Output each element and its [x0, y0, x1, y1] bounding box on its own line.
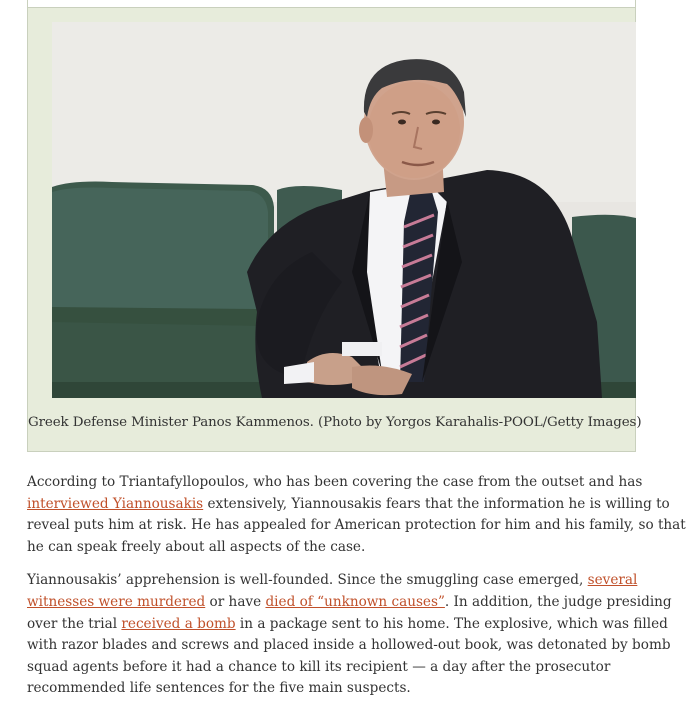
p1-line-2-rest: extensively, Yiannousakis fears that the information he is willing to [203, 495, 670, 512]
p2-line-2-rest: . In addition, the judge presiding [444, 593, 672, 610]
link-received-a-bomb[interactable]: received a bomb [121, 615, 236, 632]
link-died-of-unknown-causes[interactable]: died of “unknown causes” [265, 593, 445, 610]
article-body [27, 472, 686, 712]
paragraph-1 [27, 472, 686, 558]
link-interviewed-yiannousakis[interactable]: interviewed Yiannousakis [27, 495, 204, 512]
p2-line-1-text: Yiannousakis’ apprehension is well-founded. Since the smuggling case emerged, [27, 572, 588, 589]
p2-line-5: squad agents before it had a chance to kill its recipient — a day after the prosecutor [27, 658, 611, 675]
p1-line-4: he can speak freely about all aspects of the case. [27, 538, 366, 555]
link-several[interactable]: several [587, 572, 638, 589]
p2-line-4: with razor blades and screws and placed inside a hollowed-out book, was detonated by bomb [27, 637, 671, 654]
p2-line-3-rest: in a package sent to his home. The explosive, which was filled [235, 615, 668, 632]
p2-line-2-mid: or have [205, 593, 266, 610]
p2-line-3-text: over the trial [27, 615, 122, 632]
photo [52, 22, 636, 398]
photo-figure [27, 7, 642, 452]
photo-caption: Greek Defense Minister Panos Kammenos. (Photo by Yorgos Karahalis-POOL/Getty Images) [28, 415, 642, 430]
p2-line-6: recommended life sentences for the five main suspects. [27, 680, 411, 697]
p1-line-1: According to Triantafyllopoulos, who has been covering the case from the outset and has [27, 474, 643, 490]
p1-line-3: reveal puts him at risk. He has appealed for American protection for him and his family, so that [27, 517, 686, 534]
paragraph-2 [27, 570, 672, 700]
link-witnesses-were-murdered[interactable]: witnesses were murdered [27, 593, 206, 610]
photo-illustration [52, 22, 636, 398]
